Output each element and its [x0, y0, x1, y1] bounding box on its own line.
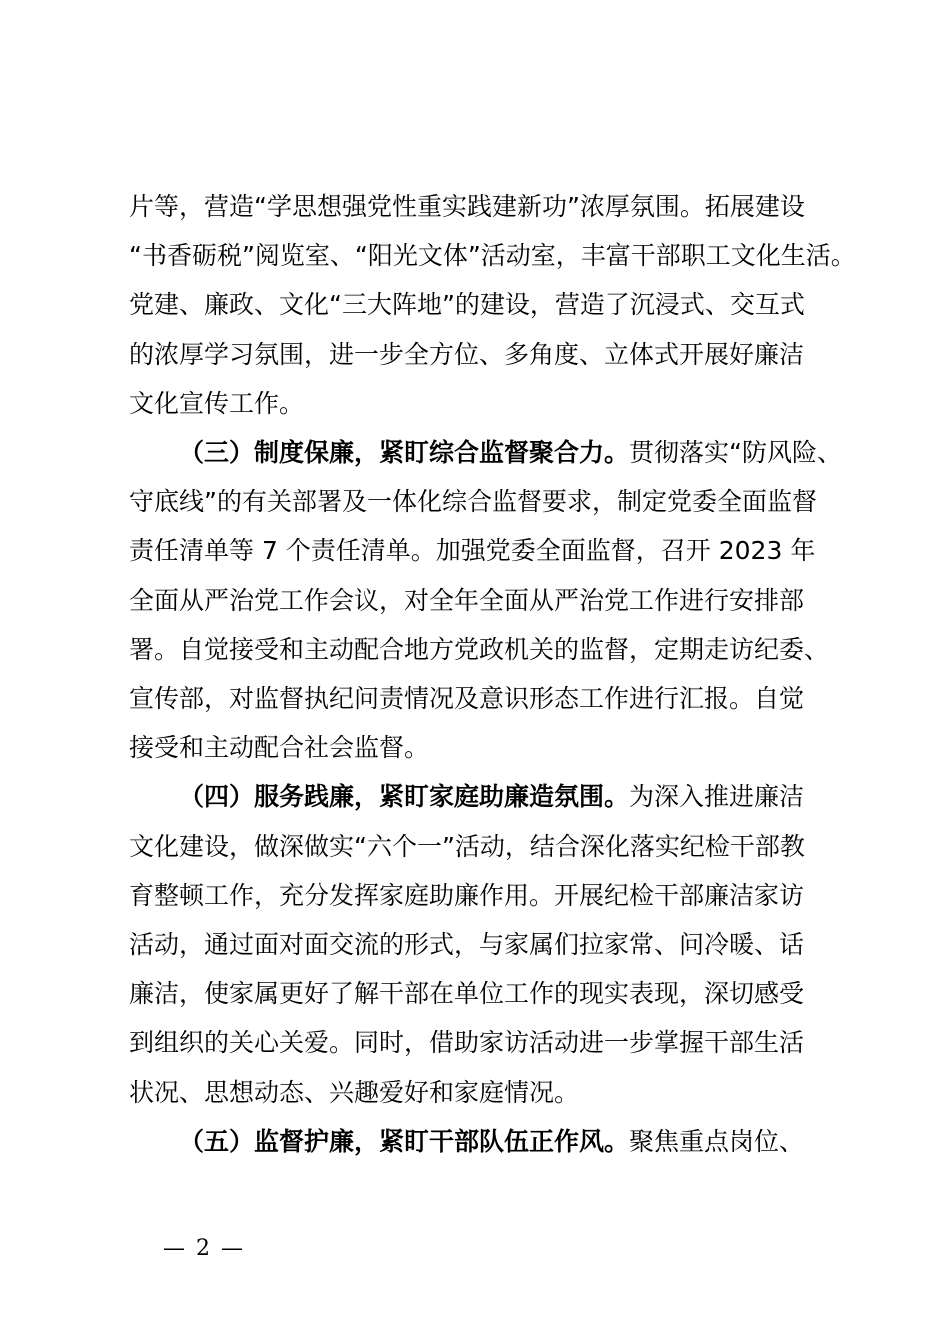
paragraph-1	[129, 182, 856, 428]
text-run: 贯彻落实“防风险、	[629, 438, 842, 468]
paragraph-3	[129, 772, 841, 1116]
paragraph-4	[129, 1117, 841, 1166]
text-line-with-heading	[129, 1117, 841, 1166]
text-line: 到组织的关心关爱。同时，借助家访活动进一步掌握干部生活	[129, 1028, 805, 1058]
text-line: 片等，营造“学思想强党性重实践建新功”浓厚氛围。拓展建设	[129, 192, 805, 221]
text-line: 育整顿工作，充分发挥家庭助廉作用。开展纪检干部廉洁家访	[129, 880, 805, 910]
page-number: — 2 —	[163, 1236, 245, 1261]
text-line: 党建、廉政、文化“三大阵地”的建设，营造了沉浸式、交互式	[129, 290, 805, 320]
text-line: 文化宣传工作。	[129, 388, 305, 418]
text-line: 责任清单等 7 个责任清单。加强党委全面监督，召开 2023 年	[129, 536, 816, 566]
text-line: 接受和主动配合社会监督。	[129, 733, 430, 763]
paragraph-2	[129, 428, 841, 772]
text-line: 守底线”的有关部署及一体化综合监督要求，制定党委全面监督	[129, 487, 817, 517]
text-line: 全面从严治党工作会议，对全年全面从严治党工作进行安排部	[129, 585, 805, 615]
text-line: 文化建设，做深做实“六个一”活动，结合深化落实纪检干部教	[129, 831, 805, 861]
text-line: “书香砺税”阅览室、“阳光文体”活动室，丰富干部职工文化生活。	[129, 241, 856, 271]
text-line: 署。自觉接受和主动配合地方党政机关的监督，定期走访纪委、	[129, 634, 830, 664]
text-line: 活动，通过面对面交流的形式，与家属们拉家常、问冷暖、话	[129, 930, 805, 960]
text-line-with-heading	[129, 428, 841, 477]
text-run: 为深入推进廉洁	[629, 782, 805, 812]
text-line: 廉洁，使家属更好了解干部在单位工作的现实表现，深切感受	[129, 979, 805, 1009]
text-line: 状况、思想动态、兴趣爱好和家庭情况。	[129, 1077, 580, 1107]
document-body	[129, 182, 856, 1166]
section-heading-4: （四）服务践廉，紧盯家庭助廉造氛围。	[179, 782, 630, 812]
text-run: 聚焦重点岗位、	[629, 1126, 805, 1156]
text-line-with-heading	[129, 772, 841, 821]
text-line: 宣传部，对监督执纪问责情况及意识形态工作进行汇报。自觉	[129, 684, 805, 714]
section-heading-5: （五）监督护廉，紧盯干部队伍正作风。	[179, 1126, 630, 1156]
text-line: 的浓厚学习氛围，进一步全方位、多角度、立体式开展好廉洁	[129, 339, 805, 369]
section-heading-3: （三）制度保廉，紧盯综合监督聚合力。	[179, 438, 630, 468]
